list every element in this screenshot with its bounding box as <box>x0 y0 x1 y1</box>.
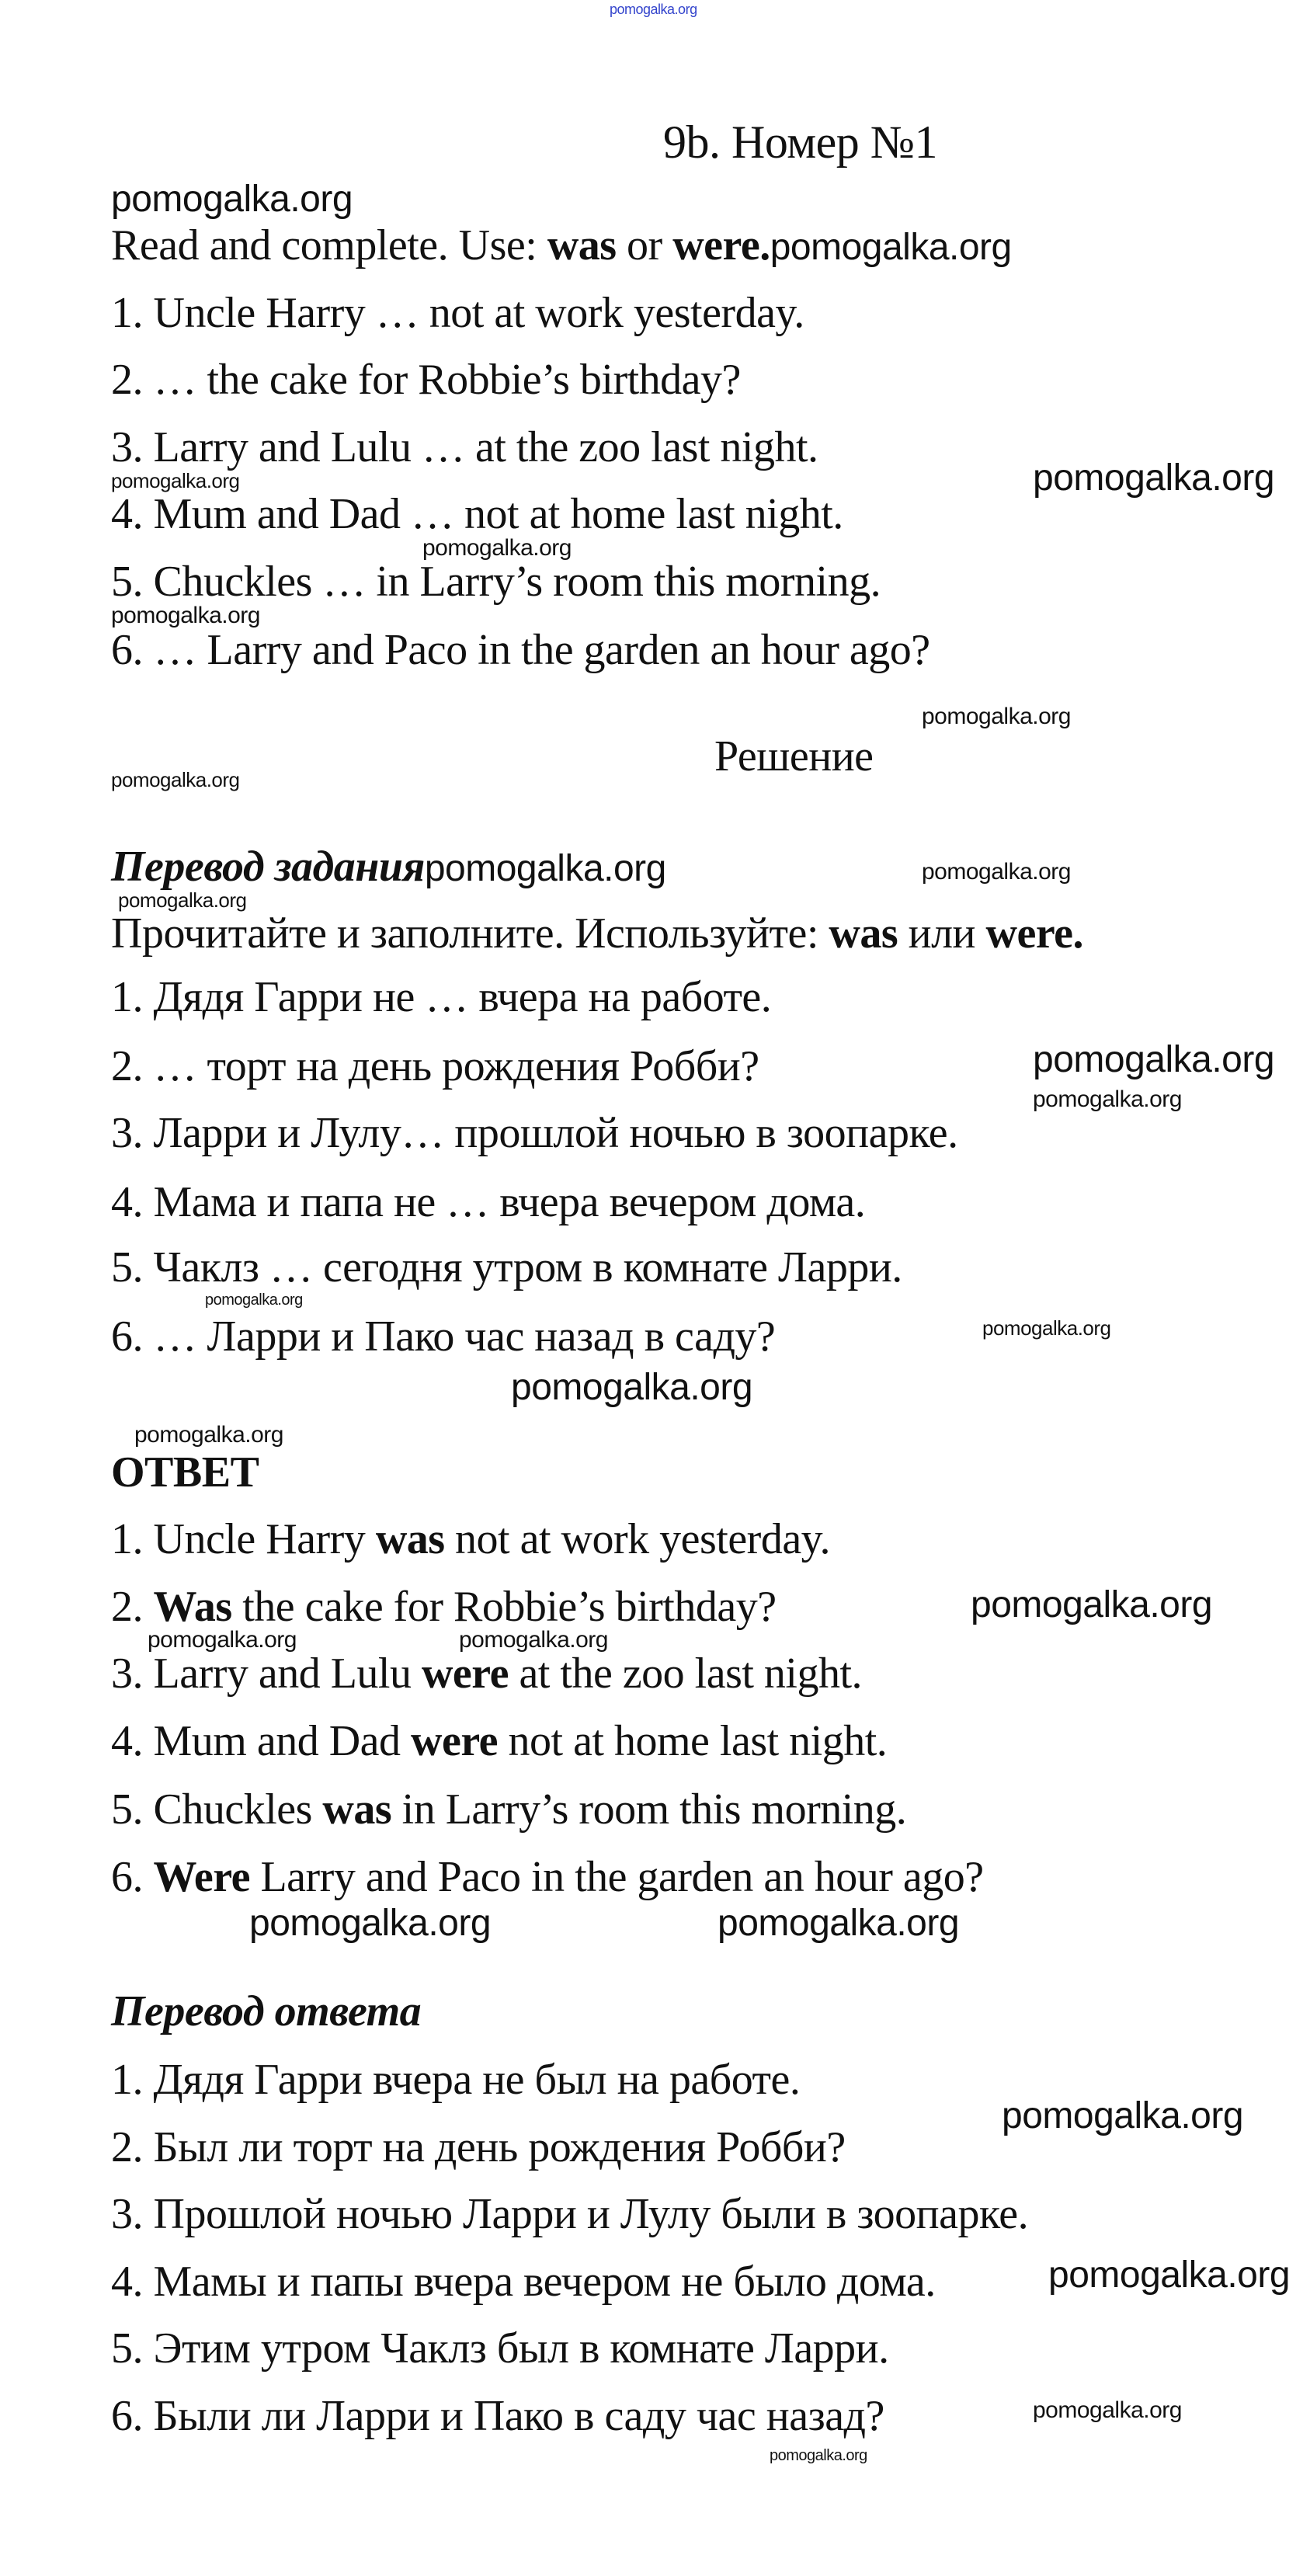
answer-text: 1. Uncle Harry <box>111 1515 376 1563</box>
watermark: pomogalka.org <box>922 859 1071 885</box>
answer-translation-item: 2. Был ли торт на день рождения Робби? <box>111 2123 846 2171</box>
task-item: 3. Larry and Lulu … at the zoo last night. <box>111 423 818 471</box>
task-item: 6. … Larry and Paco in the garden an hour ago? <box>111 626 930 674</box>
answer-translation-heading: Перевод ответа <box>111 1987 422 2035</box>
page-title: 9b. Номер №1 <box>663 116 938 168</box>
watermark: pomogalka.org <box>1033 457 1275 499</box>
watermark: pomogalka.org <box>111 768 240 791</box>
instruction-text: или <box>898 909 986 958</box>
watermark: pomogalka.org <box>1033 1039 1275 1080</box>
task-item: 4. Mum and Dad … not at home last night. <box>111 490 843 538</box>
answer-text: 4. Mum and Dad <box>111 1717 412 1765</box>
watermark: pomogalka.org <box>148 1627 297 1653</box>
watermark: pomogalka.org <box>1033 1086 1182 1112</box>
answer-item <box>111 1517 830 1561</box>
answer-translation-item: 4. Мамы и папы вчера вечером не было дома. <box>111 2258 936 2306</box>
task-translation-item: 3. Ларри и Лулу… прошлой ночью в зоопарке. <box>111 1109 958 1157</box>
heading-text: Перевод задания <box>111 843 425 891</box>
answer-text: 3. Larry and Lulu <box>111 1650 422 1698</box>
watermark: pomogalka.org <box>459 1627 608 1653</box>
answer-item <box>111 1785 907 1834</box>
watermark: pomogalka.org <box>1048 2254 1291 2296</box>
answer-heading: ОТВЕТ <box>111 1448 259 1497</box>
watermark: pomogalka.org <box>118 888 247 912</box>
answer-text: 6. <box>111 1853 154 1901</box>
instruction-text: or <box>616 221 673 269</box>
keyword-was: was <box>829 909 898 958</box>
answer-text: Larry and Paco in the garden an hour ago? <box>249 1853 984 1901</box>
answer-translation-item: 5. Этим утром Чаклз был в комнате Ларри. <box>111 2324 889 2373</box>
watermark: pomogalka.org <box>1002 2095 1244 2136</box>
watermark: pomogalka.org <box>718 1903 960 1944</box>
watermark: pomogalka.org <box>1033 2397 1182 2423</box>
watermark: pomogalka.org <box>511 1367 753 1408</box>
answer-word: Were <box>153 1853 250 1901</box>
answer-text: not at work yesterday. <box>444 1515 831 1563</box>
answer-translation-item: 1. Дядя Гарри вчера не был на работе. <box>111 2056 801 2104</box>
watermark: pomogalka.org <box>249 1903 492 1944</box>
task-translation-item: 4. Мама и папа не … вчера вечером дома. <box>111 1178 866 1226</box>
watermark: pomogalka.org <box>971 1584 1213 1625</box>
answer-text: 5. Chuckles <box>111 1785 323 1834</box>
instruction-text: Read and complete. Use: <box>111 221 547 269</box>
watermark: pomogalka.org <box>111 469 240 492</box>
instruction-text: Прочитайте и заполните. Используйте: <box>111 909 829 958</box>
task-translation-heading <box>111 845 666 891</box>
keyword-were: were. <box>985 909 1084 958</box>
task-translation-item: 1. Дядя Гарри не … вчера на работе. <box>111 973 772 1021</box>
answer-word: were <box>421 1650 509 1698</box>
answer-text: the cake for Robbie’s birthday? <box>231 1583 777 1631</box>
answer-text: 2. <box>111 1583 154 1631</box>
watermark: pomogalka.org <box>922 704 1071 729</box>
answer-item <box>111 1585 777 1629</box>
watermark: pomogalka.org <box>111 179 353 220</box>
answer-translation-item: 6. Были ли Ларри и Пако в саду час назад? <box>111 2392 884 2440</box>
keyword-was: was <box>547 221 617 269</box>
answer-word: were <box>411 1717 499 1765</box>
answer-word: Was <box>153 1583 232 1631</box>
answer-text: at the zoo last night. <box>508 1650 863 1698</box>
watermark: pomogalka.org <box>770 2447 867 2464</box>
answer-word: was <box>375 1515 445 1563</box>
answer-text: in Larry’s room this morning. <box>391 1785 907 1834</box>
watermark: pomogalka.org <box>134 1422 283 1448</box>
task-translation-item: 6. … Ларри и Пако час назад в саду? <box>111 1312 776 1361</box>
task-translation-item: 2. … торт на день рождения Робби? <box>111 1042 759 1090</box>
watermark: pomogalka.org <box>111 603 260 628</box>
watermark: pomogalka.org <box>422 535 572 561</box>
task-item: 1. Uncle Harry … not at work yesterday. <box>111 289 804 337</box>
answer-text: not at home last night. <box>498 1717 888 1765</box>
watermark: pomogalka.org <box>770 227 1012 268</box>
watermark-top: pomogalka.org <box>610 2 697 17</box>
task-translation-item: 5. Чаклз … сегодня утром в комнате Ларри. <box>111 1243 902 1291</box>
task-instruction <box>111 221 1012 269</box>
answer-item <box>111 1855 984 1899</box>
watermark: pomogalka.org <box>424 848 666 889</box>
answer-translation-item: 3. Прошлой ночью Ларри и Лулу были в зоопарке. <box>111 2190 1029 2238</box>
answer-word: was <box>322 1785 392 1834</box>
task-item: 5. Chuckles … in Larry’s room this morning. <box>111 558 881 606</box>
answer-item <box>111 1719 887 1763</box>
watermark: pomogalka.org <box>982 1316 1111 1340</box>
solution-label: Решение <box>714 732 874 780</box>
task-translation-instruction <box>111 909 1084 958</box>
watermark: pomogalka.org <box>205 1291 303 1309</box>
keyword-were: were. <box>672 221 770 269</box>
task-item: 2. … the cake for Robbie’s birthday? <box>111 356 741 404</box>
answer-item <box>111 1650 863 1698</box>
